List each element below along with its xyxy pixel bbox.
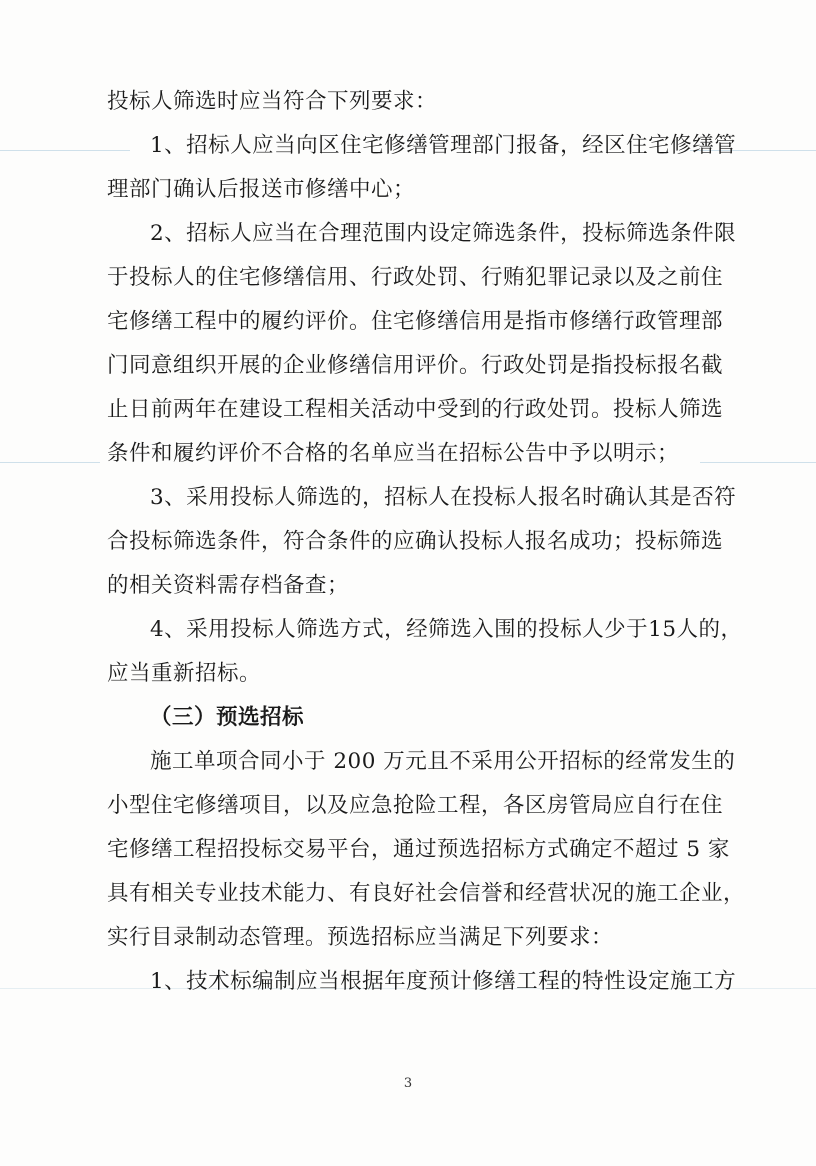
- paragraph-line: 1、技术标编制应当根据年度预计修缮工程的特性设定施工方: [150, 969, 737, 994]
- paragraph-line: 实行目录制动态管理。预选招标应当满足下列要求：: [107, 925, 614, 950]
- paragraph-line: 门同意组织开展的企业修缮信用评价。行政处罚是指投标报名截: [107, 353, 724, 378]
- scan-artifact-line: [0, 462, 100, 463]
- paragraph-line: 宅修缮工程招投标交易平台，通过预选招标方式确定不超过 5 家: [107, 837, 730, 862]
- paragraph-line: 于投标人的住宅修缮信用、行政处罚、行贿犯罪记录以及之前住: [107, 265, 724, 290]
- paragraph-line: 理部门确认后报送市修缮中心；: [107, 177, 416, 202]
- paragraph-line: 宅修缮工程中的履约评价。住宅修缮信用是指市修缮行政管理部: [107, 309, 724, 334]
- paragraph-line: 投标人筛选时应当符合下列要求：: [107, 89, 438, 114]
- paragraph-line: 2、招标人应当在合理范围内设定筛选条件，投标筛选条件限: [150, 221, 737, 246]
- paragraph-line: 小型住宅修缮项目，以及应急抢险工程，各区房管局应自行在住: [107, 793, 724, 818]
- paragraph-line: 应当重新招标。: [107, 661, 262, 686]
- page-number: 3: [403, 1076, 413, 1091]
- section-heading: （三）预选招标: [150, 705, 305, 730]
- paragraph-line: 施工单项合同小于 200 万元且不采用公开招标的经常发生的: [150, 749, 736, 774]
- scan-artifact-line: [700, 462, 816, 463]
- paragraph-line: 4、采用投标人筛选方式，经筛选入围的投标人少于15人的，: [150, 617, 743, 642]
- paragraph-line: 止日前两年在建设工程相关活动中受到的行政处罚。投标人筛选: [107, 397, 724, 422]
- paragraph-line: 1、招标人应当向区住宅修缮管理部门报备，经区住宅修缮管: [150, 133, 737, 158]
- paragraph-line: 合投标筛选条件，符合条件的应确认投标人报名成功；投标筛选: [107, 529, 724, 554]
- paragraph-line: 条件和履约评价不合格的名单应当在招标公告中予以明示；: [107, 441, 680, 466]
- paragraph-line: 具有相关专业技术能力、有良好社会信誉和经营状况的施工企业，: [107, 881, 746, 906]
- paragraph-line: 3、采用投标人筛选的，招标人在投标人报名时确认其是否符: [150, 485, 737, 510]
- body-text: [107, 84, 746, 1008]
- paragraph-line: 的相关资料需存档备查；: [107, 573, 350, 598]
